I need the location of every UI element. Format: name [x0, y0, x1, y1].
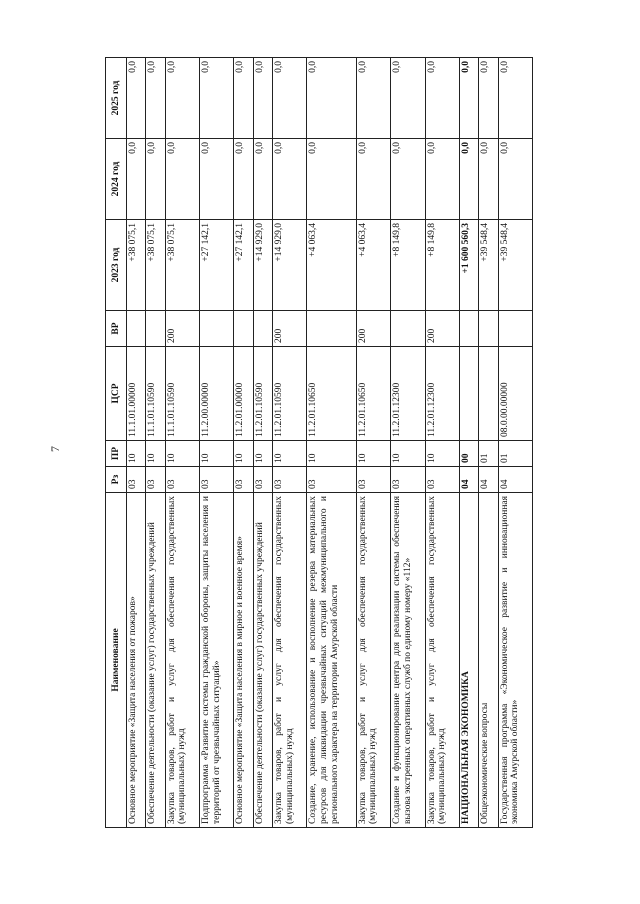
cell-name: Закупка товаров, работ и услуг для обеспечения государственных (муниципальных) нужд [356, 493, 390, 828]
cell-rz: 03 [253, 467, 272, 493]
cell-2023: +39 548,4 [498, 220, 532, 311]
cell-vr [127, 311, 146, 347]
cell-2023: +14 929,0 [273, 220, 307, 311]
cell-pr: 10 [200, 441, 234, 467]
table-row [498, 58, 532, 828]
cell-pr: 10 [234, 441, 253, 467]
cell-rz: 03 [356, 467, 390, 493]
cell-vr: 200 [273, 311, 307, 347]
cell-csr: 11.2.01.10590 [253, 347, 272, 441]
page-number: 7 [48, 446, 62, 452]
header-name: Наименование [106, 493, 127, 828]
cell-vr [253, 311, 272, 347]
cell-vr [498, 311, 532, 347]
cell-2025: 0,0 [391, 58, 425, 139]
cell-rz: 04 [498, 467, 532, 493]
cell-pr: 00 [459, 441, 478, 467]
cell-csr: 11.2.01.12300 [391, 347, 425, 441]
cell-vr: 200 [356, 311, 390, 347]
cell-pr: 01 [479, 441, 498, 467]
table-row [146, 58, 165, 828]
budget-table [105, 57, 533, 828]
cell-2025: 0,0 [459, 58, 478, 139]
cell-2024: 0,0 [146, 139, 165, 220]
cell-vr: 200 [425, 311, 459, 347]
cell-2024: 0,0 [356, 139, 390, 220]
cell-csr: 11.1.01.00000 [127, 347, 146, 441]
cell-pr: 10 [425, 441, 459, 467]
cell-vr [459, 311, 478, 347]
cell-csr: 11.1.01.10590 [165, 347, 199, 441]
header-vr: ВР [106, 311, 127, 347]
header-2023: 2023 год [106, 220, 127, 311]
header-csr: ЦСР [106, 347, 127, 441]
cell-name: Создание и функционирование центра для реализации системы обеспечения вызова экстренных оперативных служб по единому номеру «112» [391, 493, 425, 828]
cell-2025: 0,0 [200, 58, 234, 139]
cell-rz: 04 [459, 467, 478, 493]
header-rz: Рз [106, 467, 127, 493]
cell-2025: 0,0 [273, 58, 307, 139]
cell-2025: 0,0 [425, 58, 459, 139]
cell-2024: 0,0 [459, 139, 478, 220]
cell-csr: 11.2.00.00000 [200, 347, 234, 441]
cell-2025: 0,0 [127, 58, 146, 139]
cell-2023: +38 075,1 [127, 220, 146, 311]
cell-rz: 03 [200, 467, 234, 493]
cell-2025: 0,0 [356, 58, 390, 139]
cell-csr: 11.2.01.10650 [356, 347, 390, 441]
cell-rz: 03 [391, 467, 425, 493]
cell-rz: 03 [307, 467, 356, 493]
cell-name: НАЦИОНАЛЬНАЯ ЭКОНОМИКА [459, 493, 478, 828]
cell-vr [391, 311, 425, 347]
cell-2025: 0,0 [498, 58, 532, 139]
cell-2024: 0,0 [307, 139, 356, 220]
header-pr: ПР [106, 441, 127, 467]
cell-pr: 01 [498, 441, 532, 467]
header-2024: 2024 год [106, 139, 127, 220]
cell-pr: 10 [127, 441, 146, 467]
cell-vr [146, 311, 165, 347]
header-2025: 2025 год [106, 58, 127, 139]
cell-csr [479, 347, 498, 441]
cell-rz: 03 [273, 467, 307, 493]
cell-csr: 11.2.01.10590 [273, 347, 307, 441]
cell-2024: 0,0 [200, 139, 234, 220]
cell-2023: +38 075,1 [146, 220, 165, 311]
cell-2023: +4 063,4 [307, 220, 356, 311]
cell-2025: 0,0 [479, 58, 498, 139]
table-row [273, 58, 307, 828]
cell-name: Государственная программа «Экономическое развитие и инновационная экономика Амурской области» [498, 493, 532, 828]
cell-rz: 04 [479, 467, 498, 493]
table-row [307, 58, 356, 828]
cell-csr: 11.2.01.10650 [307, 347, 356, 441]
cell-name: Общеэкономические вопросы [479, 493, 498, 828]
cell-rz: 03 [425, 467, 459, 493]
cell-vr: 200 [165, 311, 199, 347]
cell-pr: 10 [146, 441, 165, 467]
cell-vr [479, 311, 498, 347]
cell-2025: 0,0 [165, 58, 199, 139]
cell-2023: +4 063,4 [356, 220, 390, 311]
cell-name: Подпрограмма «Развитие системы гражданской обороны, защиты населения и территорий от чрезвычайных ситуаций» [200, 493, 234, 828]
cell-name: Обеспечение деятельности (оказание услуг) государственных учреждений [253, 493, 272, 828]
cell-vr [234, 311, 253, 347]
cell-rz: 03 [146, 467, 165, 493]
cell-pr: 10 [165, 441, 199, 467]
cell-csr: 08.0.00.00000 [498, 347, 532, 441]
cell-2025: 0,0 [234, 58, 253, 139]
cell-pr: 10 [253, 441, 272, 467]
cell-2023: +27 142,1 [234, 220, 253, 311]
cell-csr: 11.2.01.00000 [234, 347, 253, 441]
cell-csr: 11.2.01.12300 [425, 347, 459, 441]
cell-2023: +39 548,4 [479, 220, 498, 311]
cell-2024: 0,0 [234, 139, 253, 220]
cell-vr [307, 311, 356, 347]
table-row [253, 58, 272, 828]
cell-2024: 0,0 [273, 139, 307, 220]
table-body [127, 58, 533, 828]
cell-name: Обеспечение деятельности (оказание услуг) государственных учреждений [146, 493, 165, 828]
table-row [127, 58, 146, 828]
cell-2023: +8 149,8 [425, 220, 459, 311]
table-row [165, 58, 199, 828]
cell-2024: 0,0 [479, 139, 498, 220]
cell-2025: 0,0 [307, 58, 356, 139]
cell-csr: 11.1.01.10590 [146, 347, 165, 441]
table-header-row [106, 58, 127, 828]
cell-rz: 03 [127, 467, 146, 493]
table-row [356, 58, 390, 828]
cell-2024: 0,0 [165, 139, 199, 220]
cell-name: Закупка товаров, работ и услуг для обеспечения государственных (муниципальных) нужд [425, 493, 459, 828]
cell-vr [200, 311, 234, 347]
cell-csr [459, 347, 478, 441]
cell-2024: 0,0 [498, 139, 532, 220]
cell-2023: +8 149,8 [391, 220, 425, 311]
cell-pr: 10 [356, 441, 390, 467]
cell-pr: 10 [307, 441, 356, 467]
cell-2024: 0,0 [127, 139, 146, 220]
cell-pr: 10 [391, 441, 425, 467]
table-row [200, 58, 234, 828]
cell-2024: 0,0 [391, 139, 425, 220]
rotated-page [105, 58, 533, 828]
cell-2023: +38 075,1 [165, 220, 199, 311]
table-row [459, 58, 478, 828]
cell-name: Основное мероприятие «Защита населения в мирное и военное время» [234, 493, 253, 828]
cell-2023: +1 600 560,3 [459, 220, 478, 311]
cell-pr: 10 [273, 441, 307, 467]
cell-2023: +27 142,1 [200, 220, 234, 311]
cell-2024: 0,0 [425, 139, 459, 220]
cell-name: Создание, хранение, использование и восполнение резерва материальных ресурсов для ликвидации чрезвычайных ситуаций межмуниципального и регионального характера на территории Амурской области [307, 493, 356, 828]
cell-2025: 0,0 [253, 58, 272, 139]
cell-rz: 03 [165, 467, 199, 493]
cell-2025: 0,0 [146, 58, 165, 139]
cell-rz: 03 [234, 467, 253, 493]
table-row [425, 58, 459, 828]
table-row [479, 58, 498, 828]
cell-name: Закупка товаров, работ и услуг для обеспечения государственных (муниципальных) нужд [273, 493, 307, 828]
table-row [234, 58, 253, 828]
cell-2023: +14 929,0 [253, 220, 272, 311]
table-row [391, 58, 425, 828]
cell-name: Закупка товаров, работ и услуг для обеспечения государственных (муниципальных) нужд [165, 493, 199, 828]
cell-name: Основное мероприятие «Защита населения от пожаров» [127, 493, 146, 828]
cell-2024: 0,0 [253, 139, 272, 220]
